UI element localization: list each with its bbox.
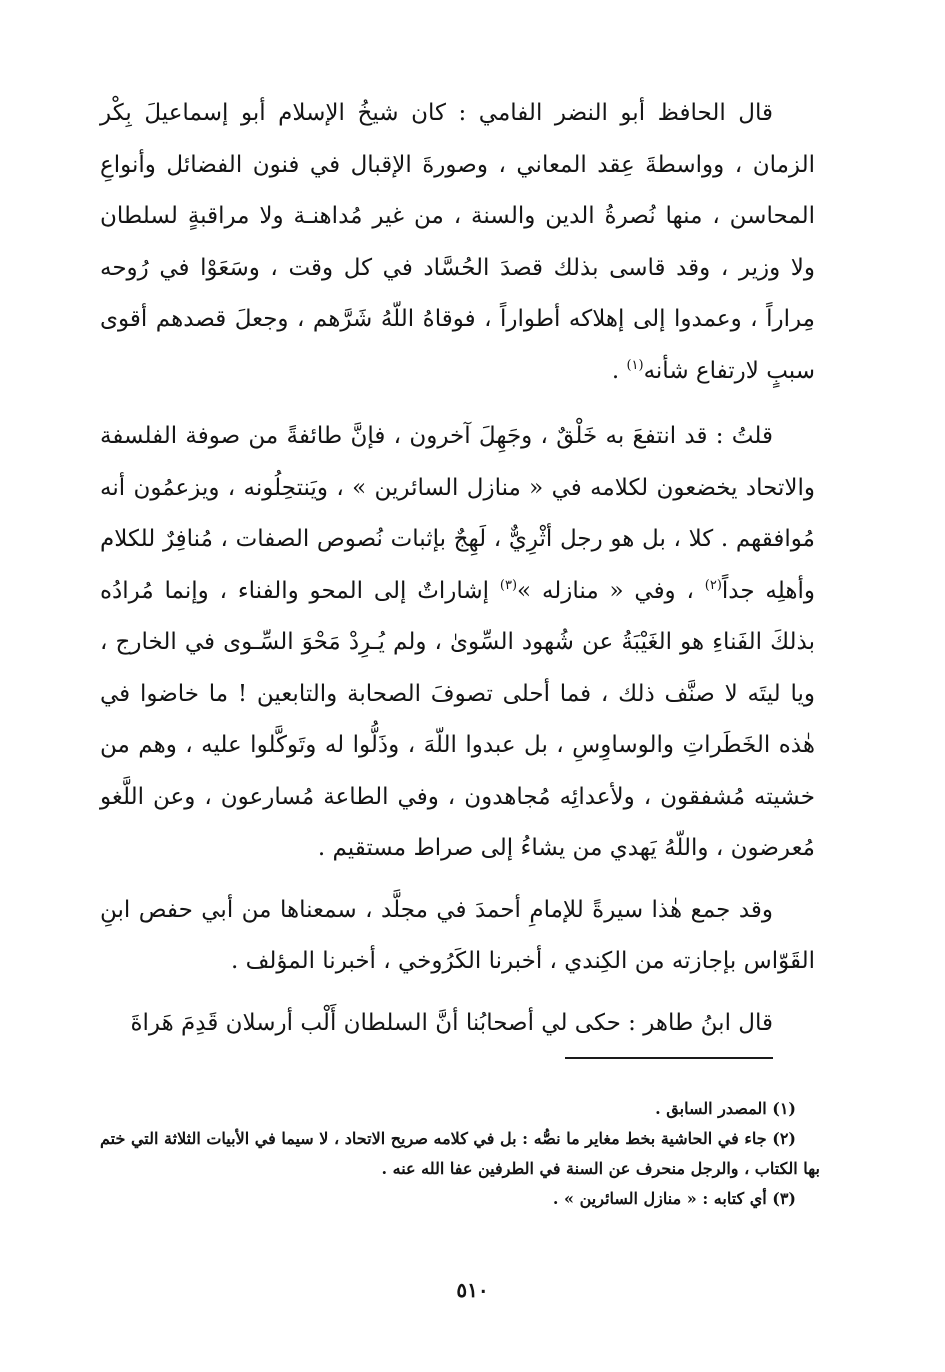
footnote-2: (٢) جاء في الحاشية بخط مغاير ما نصُّه : بل في كلامه صريح الاتحاد ، لا سيما في الأبيات الثلاثة التي ختم بها الكتاب ، والرجل منحرف عن السنة في الطرفين عفا الله عنه . [100,1129,820,1178]
footnote-ref-3: (٣) [499,577,518,593]
footnote-ref-2: (٢) [704,577,722,593]
paragraph-1-end: . [611,357,627,384]
paragraph-2 [100,411,815,875]
footnote-ref-1: (١) [626,357,644,373]
footnote-1: (١) المصدر السابق . [655,1099,796,1118]
paragraph-2-text-b: ، وفي « منازله » [517,577,705,604]
paragraph-2-text-c: إشاراتٌ إلى المحو والفناء ، وإنما مُرادُه بذلكَ الفَناءِ هو الغَيْبَةُ عن شُهود السِّوىٰ ، ولم يُـرِدْ مَحْوَ السِّـوى في الخارج ، ويا ليتَه لا صنَّف ذلك ، فما أحلى تصوفَ الصحابة والتابعين ! ما خاضوا في هٰذه الخَطَراتِ والوساوِسِ ، بل عبدوا اللّهَ ، وذَلُّوا له وتَوكَّلوا عليه ، وهم من خشيته مُشفقون ، ولأعدائِه مُجاهدون ، وفي الطاعة مُسارعون ، وعن اللَّغو مُعرضون ، واللّهُ يَهدي من يشاءُ إلى صراط مستقيم . [100,577,815,861]
main-text [100,88,815,1049]
paragraph-1-text: قال الحافظ أبو النضر الفامي : كان شيخُ الإسلام أبو إسماعيلَ بِكْر الزمان ، وواسطةَ عِقد المعاني ، وصورةَ الإقبال في فنون الفضائل وأنواعِ المحاسن ، منها نُصرةُ الدين والسنة ، من غير مُداهنـة ولا مراقبةٍ لسلطان ولا وزير ، وقد قاسى بذلك قصدَ الحُسَّاد في كل وقت ، وسَعَوْا في رُوحه مِراراً ، وعمدوا إلى إهلاكه أطواراً ، فوقاهُ اللّهُ شَرَّهم ، وجعلَ قصدهم أقوى سببٍ لارتفاع شأنه [100,100,815,384]
footnotes [100,1094,820,1214]
paragraph-2-text-a: قلتُ : قد انتفعَ به خَلْقٌ ، وجَهِلَ آخرون ، فإنَّ طائفةً من صوفة الفلسفة والاتحاد يخضعون لكلامه في « منازل السائرين » ، ويَنتحِلُونه ، ويزعمُون أنه مُوافقهم . كلا ، بل هو رجل أثْرِيٌّ ، لَهِجٌ بإثبات نُصوص الصفات ، مُنافِرٌ للكلام وأهلِه جداً [100,423,815,604]
paragraph-3: وقد جمع هٰذا سيرةً للإمامِ أحمدَ في مجلَّد ، سمعناها من أبي حفص ابنِ القَوّاس بإجازته من الكِندي ، أخبرنا الكَرُوخي ، أخبرنا المؤلف . [100,896,815,974]
paragraph-4: قال ابنُ طاهر : حكى لي أصحابُنا أنَّ السلطان أَلْب أرسلان قَدِمَ هَراةَ [130,1009,773,1036]
paragraph-1 [100,88,815,397]
footnote-3: (٣) أي كتابه : « منازل السائرين » . [552,1189,796,1208]
page-number: ٥١٠ [456,1278,489,1302]
footnote-separator [565,1057,773,1059]
